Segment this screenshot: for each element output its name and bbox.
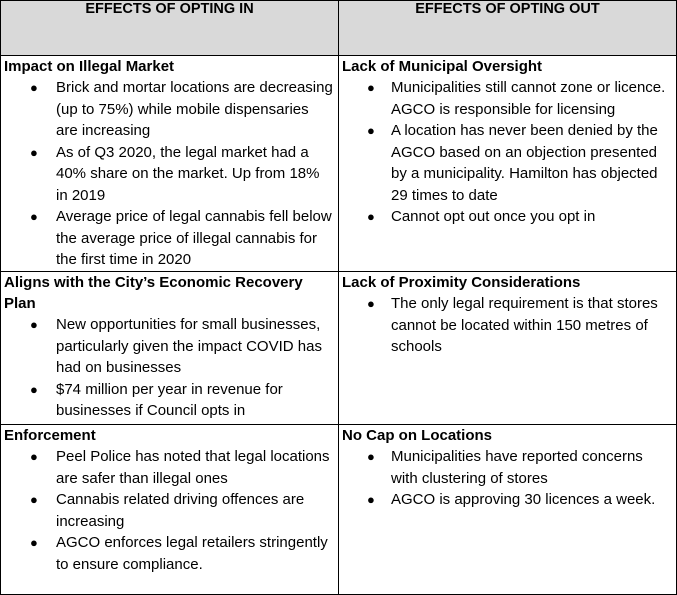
bullet-icon: ● — [367, 209, 375, 224]
list-item-text: New opportunities for small businesses, particularly given the impact COVID has had on businesses — [56, 316, 322, 376]
bullet-icon: ● — [30, 80, 38, 95]
list-item-text: Municipalities have reported concerns with clustering of stores — [391, 448, 643, 487]
list-item-text: Brick and mortar locations are decreasing (up to 75%) while mobile dispensaries are increasing — [56, 79, 333, 139]
bullet-icon: ● — [30, 492, 38, 507]
bullet-list — [339, 77, 676, 228]
cell-illegal-market — [1, 56, 339, 272]
list-item-text: Cannabis related driving offences are increasing — [56, 491, 305, 530]
list-item — [1, 206, 338, 271]
list-item-text: Peel Police has noted that legal locations are safer than illegal ones — [56, 448, 330, 487]
bullet-icon: ● — [367, 80, 375, 95]
bullet-list — [339, 446, 676, 511]
bullet-icon: ● — [30, 449, 38, 464]
bullet-icon: ● — [30, 209, 38, 224]
list-item-text: AGCO enforces legal retailers stringently to ensure compliance. — [56, 534, 328, 573]
list-item-text: Average price of legal cannabis fell below the average price of illegal cannabis for the first time in 2020 — [56, 208, 332, 268]
list-item — [1, 446, 338, 489]
bullet-list — [1, 77, 338, 271]
table-row — [1, 425, 677, 595]
table-row — [1, 272, 677, 425]
cell-municipal-oversight — [339, 56, 677, 272]
list-item — [339, 77, 676, 120]
list-item — [1, 532, 338, 575]
list-item — [1, 77, 338, 142]
cell-no-cap — [339, 425, 677, 595]
header-opting-out: EFFECTS OF OPTING OUT — [339, 1, 677, 56]
section-title: Enforcement — [4, 427, 96, 444]
bullet-icon: ● — [30, 144, 38, 160]
bullet-icon: ● — [367, 296, 375, 311]
list-item-text: A location has never been denied by the AGCO based on an objection presented by a municipality. Hamilton has objected 29 times to date — [391, 122, 658, 204]
list-item — [339, 489, 676, 511]
list-item-text: Cannot opt out once you opt in — [391, 208, 596, 225]
list-item — [1, 142, 338, 207]
cell-economic-recovery — [1, 272, 339, 425]
list-item — [339, 446, 676, 489]
list-item-text: As of Q3 2020, the legal market had a 40% share on the market. Up from 18% in 2019 — [56, 143, 320, 204]
bullet-icon: ● — [30, 317, 38, 332]
list-item — [1, 314, 338, 379]
list-item-text: AGCO is approving 30 licences a week. — [391, 491, 656, 508]
list-item — [339, 120, 676, 206]
bullet-icon: ● — [30, 535, 38, 550]
list-item — [339, 293, 676, 358]
list-item-text: Municipalities still cannot zone or licence. AGCO is responsible for licensing — [391, 79, 666, 118]
header-opting-in: EFFECTS OF OPTING IN — [1, 1, 339, 56]
section-title: Impact on Illegal Market — [4, 58, 175, 75]
section-title: Lack of Municipal Oversight — [342, 58, 543, 75]
list-item-text: The only legal requirement is that stores cannot be located within 150 metres of schools — [391, 295, 658, 355]
section-title: No Cap on Locations — [342, 427, 492, 444]
list-item — [1, 489, 338, 532]
list-item-text: $74 million per year in revenue for businesses if Council opts in — [56, 380, 283, 419]
table-row — [1, 56, 677, 272]
bullet-icon: ● — [367, 492, 375, 507]
cell-proximity — [339, 272, 677, 425]
list-item — [339, 206, 676, 228]
bullet-list — [1, 446, 338, 575]
list-item — [1, 379, 338, 422]
header-row — [1, 1, 677, 56]
bullet-list — [339, 293, 676, 358]
bullet-icon: ● — [367, 123, 375, 138]
section-title: Aligns with the City’s Economic Recovery Plan — [4, 274, 303, 312]
bullet-list — [1, 314, 338, 422]
bullet-icon: ● — [30, 381, 38, 397]
section-title: Lack of Proximity Considerations — [342, 274, 581, 291]
cell-enforcement — [1, 425, 339, 595]
bullet-icon: ● — [367, 449, 375, 464]
